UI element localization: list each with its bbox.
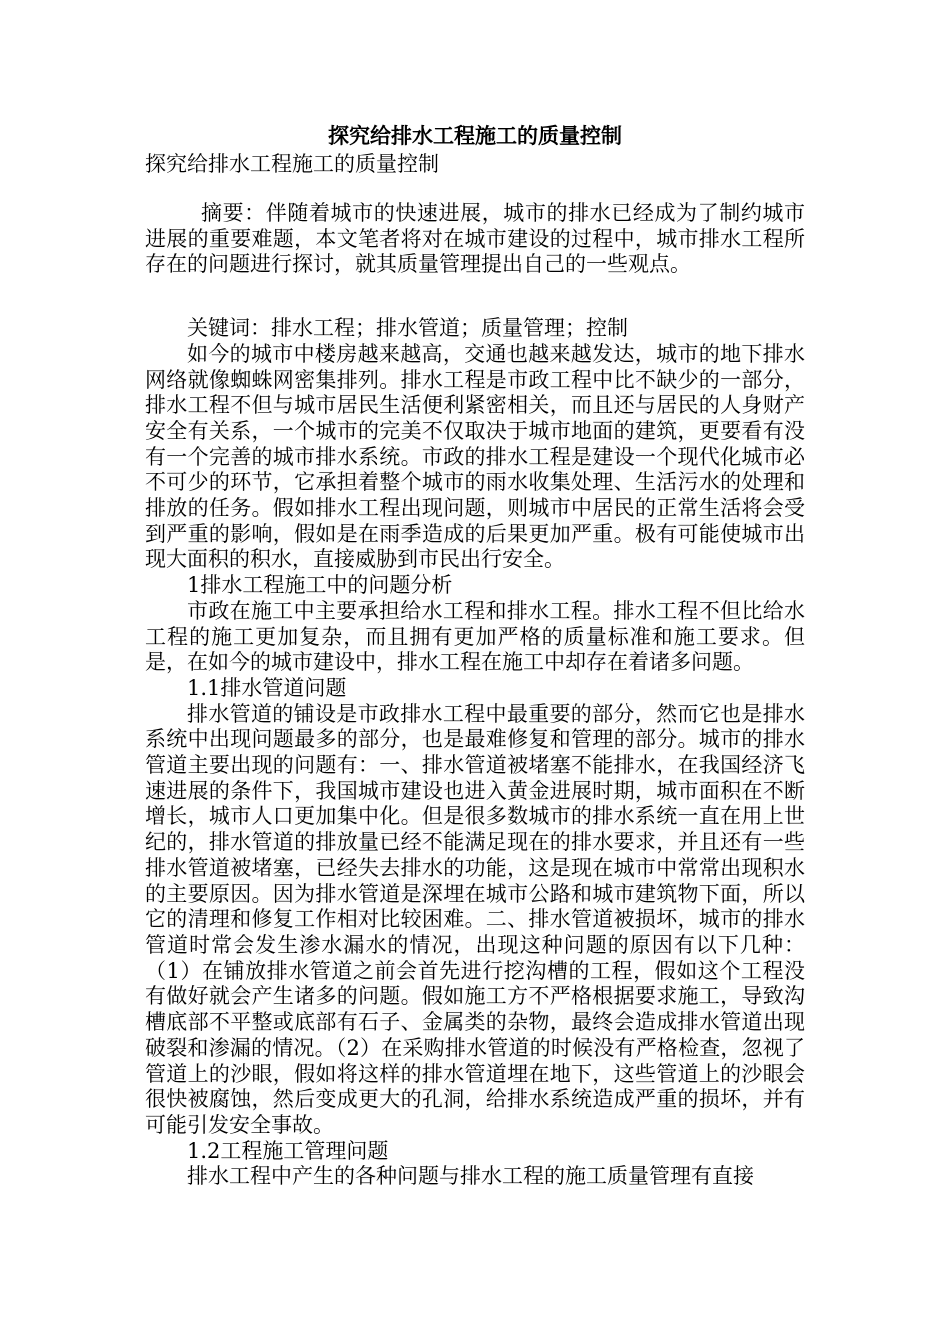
section-1-1-paragraph: 排水管道的铺设是市政排水工程中最重要的部分，然而它也是排水系统中出现问题最多的部分，也是最难修复和管理的部分。城市的排水管道主要出现的问题有：一、排水管道被堵塞不能排水，在我国经济飞速进展的条件下，我国城市建设也进入黄金进展时期，城市面积在不断增长，城市人口更加集中化。但是很多数城市的排水系统一直在用上世纪的，排水管道的排放量已经不能满足现在的排水要求，并且还有一些排水管道被堵塞，已经失去排水的功能，这是现在城市中常常出现积水的主要原因。因为排水管道是深埋在城市公路和城市建筑物下面，所以它的清理和修复工作相对比较困难。二、排水管道被损坏，城市的排水管道时常会发生渗水漏水的情况，出现这种问题的原因有以下几种：（1）在铺放排水管道之前会首先进行挖沟槽的工程，假如这个工程没有做好就会产生诸多的问题。假如施工方不严格根据要求施工，导致沟槽底部不平整或底部有石子、金属类的杂物，最终会造成排水管道出现破裂和渗漏的情况。（2）在采购排水管道的时候没有严格检查，忽视了管道上的沙眼，假如将这样的排水管道埋在地下，这些管道上的沙眼会很快被腐蚀，然后变成更大的孔洞，给排水系统造成严重的损坏，并有可能引发安全事故。 [145,701,805,1137]
section-heading-1-2: 1.2工程施工管理问题 [187,1138,389,1163]
abstract-paragraph: 摘要：伴随着城市的快速进展，城市的排水已经成为了制约城市进展的重要难题，本文笔者将对在城市建设的过程中，城市排水工程所存在的问题进行探讨，就其质量管理提出自己的一些观点。 [145,201,805,277]
document-body [145,201,805,1190]
document-title: 探究给排水工程施工的质量控制 [328,124,622,148]
section-1-2-paragraph: 排水工程中产生的各种问题与排水工程的施工质量管理有直接 [187,1164,754,1189]
keywords-line: 关键词：排水工程；排水管道；质量管理；控制 [187,316,628,341]
document-subtitle: 探究给排水工程施工的质量控制 [145,152,439,176]
section-heading-1-1: 1.1排水管道问题 [187,675,347,700]
spacer [145,278,805,316]
section-1-paragraph: 市政在施工中主要承担给水工程和排水工程。排水工程不但比给水工程的施工更加复杂，而且拥有更加严格的质量标准和施工要求。但是，在如今的城市建设中，排水工程在施工中却存在着诸多问题。 [145,598,805,675]
intro-paragraph: 如今的城市中楼房越来越高，交通也越来越发达，城市的地下排水网络就像蜘蛛网密集排列。排水工程是市政工程中比不缺少的一部分，排水工程不但与城市居民生活便利紧密相关，而且还与居民的人身财产安全有关系，一个城市的完美不仅取决于城市地面的建筑，更要看有没有一个完善的城市排水系统。市政的排水工程是建设一个现代化城市必不可少的环节，它承担着整个城市的雨水收集处理、生活污水的处理和排放的任务。假如排水工程出现问题，则城市中居民的正常生活将会受到严重的影响，假如是在雨季造成的后果更加严重。极有可能使城市出现大面积的积水，直接威胁到市民出行安全。 [145,341,805,572]
section-heading-1: 1排水工程施工中的问题分析 [187,573,453,598]
